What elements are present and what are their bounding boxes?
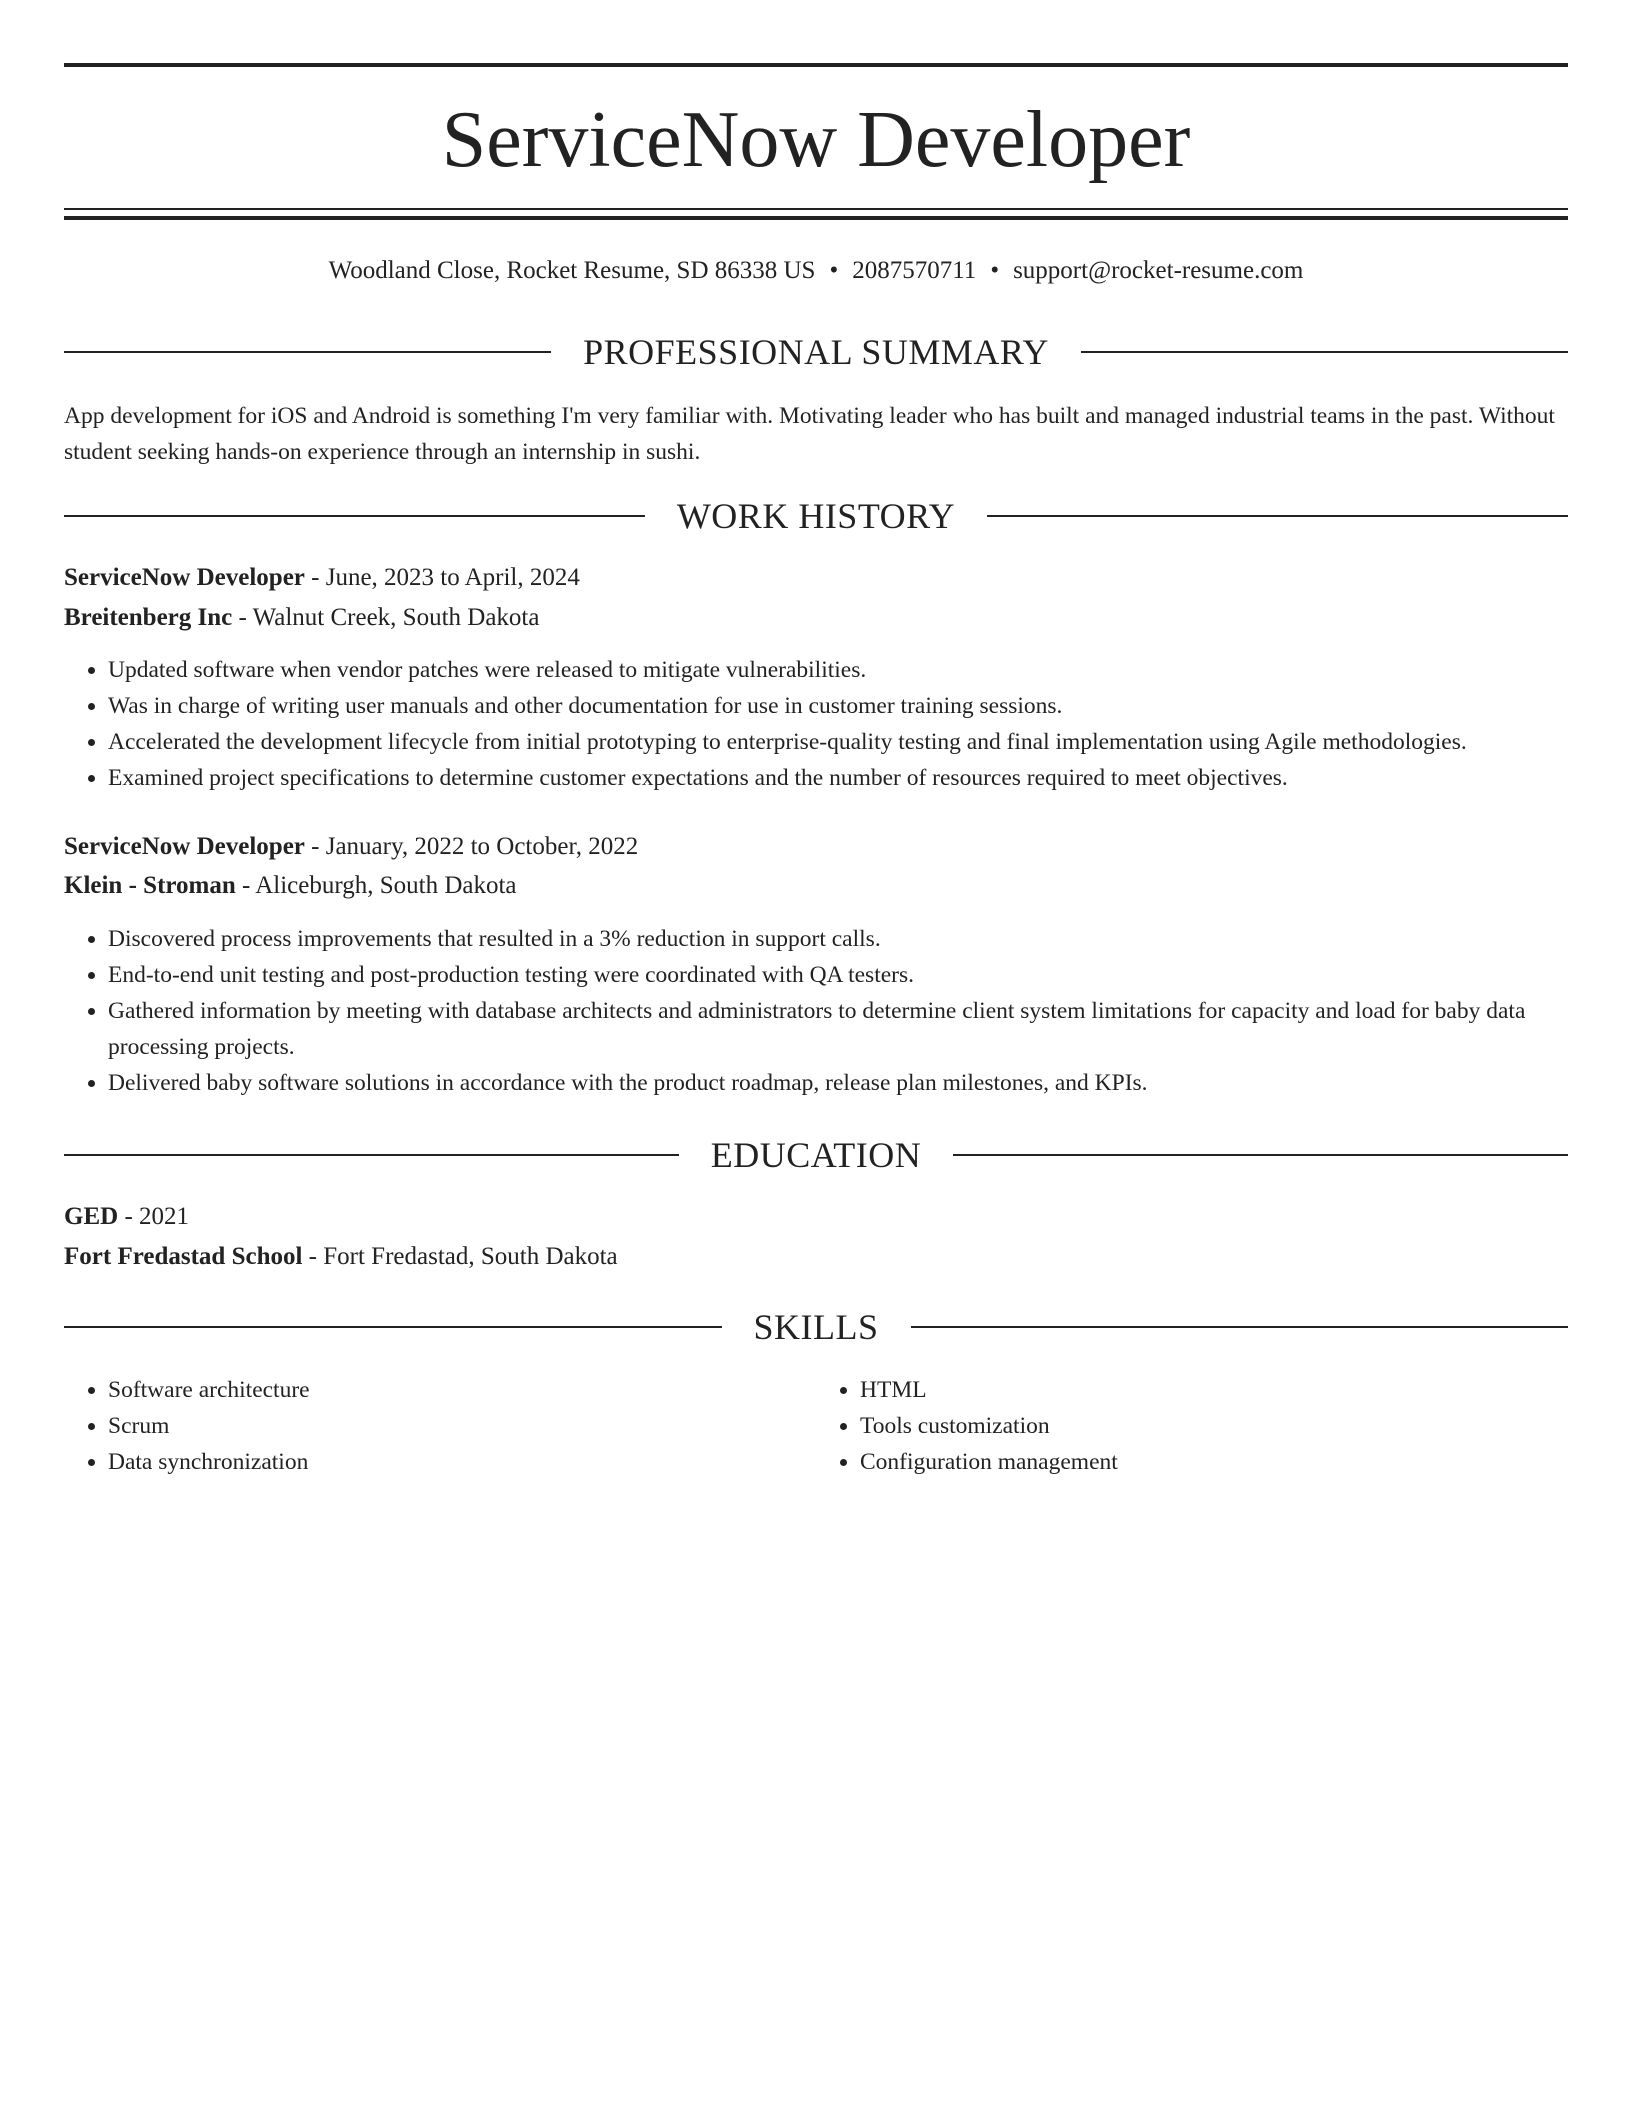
heading-rule-left xyxy=(64,1154,679,1156)
heading-rule-left xyxy=(64,351,551,353)
name-underline xyxy=(64,208,1568,220)
heading-rule-left xyxy=(64,515,645,517)
education-heading xyxy=(64,1133,1568,1177)
list-item: • Delivered baby software solutions in accordance with the product roadmap, release plan milestones, and KPIs. xyxy=(108,1065,1568,1101)
heading-rule-right xyxy=(987,515,1568,517)
job-title: ServiceNow Developer xyxy=(64,564,305,591)
skill-item: • Configuration management xyxy=(860,1444,1568,1480)
job-dates: - January, 2022 to October, 2022 xyxy=(304,833,639,860)
list-item: • Was in charge of writing user manuals and other documentation for use in customer training sessions. xyxy=(108,688,1568,724)
job-dates: - June, 2023 to April, 2024 xyxy=(304,564,580,591)
list-item: • End-to-end unit testing and post-production testing were coordinated with QA testers. xyxy=(108,957,1568,993)
skill-item: • Tools customization xyxy=(860,1408,1568,1444)
work-history-heading xyxy=(64,494,1568,538)
skills-heading xyxy=(64,1305,1568,1349)
list-item: • Updated software when vendor patches were released to mitigate vulnerabilities. xyxy=(108,652,1568,688)
list-item: • Gathered information by meeting with database architects and administrators to determine client system limitations for capacity and load for baby data processing projects. xyxy=(108,993,1568,1065)
job-location: - Walnut Creek, South Dakota xyxy=(232,604,540,631)
section-title: PROFESSIONAL SUMMARY xyxy=(583,332,1049,372)
skills-column-left xyxy=(64,1372,816,1480)
skill-item: • Scrum xyxy=(108,1408,816,1444)
job-company-line xyxy=(64,868,1568,904)
resume-name: ServiceNow Developer xyxy=(441,96,1191,184)
skill-item: • Software architecture xyxy=(108,1372,816,1408)
job-title: ServiceNow Developer xyxy=(64,833,305,860)
education-degree-line xyxy=(64,1199,1568,1235)
education-location: - Fort Fredastad, South Dakota xyxy=(302,1243,618,1270)
job-company-line xyxy=(64,600,1568,636)
skills-column-right xyxy=(816,1372,1568,1480)
education-school-line xyxy=(64,1239,1568,1275)
skill-item: • Data synchronization xyxy=(108,1444,816,1480)
list-item: • Discovered process improvements that resulted in a 3% reduction in support calls. xyxy=(108,921,1568,957)
job-title-line xyxy=(64,560,1568,596)
contact-separator: • xyxy=(990,257,1000,284)
summary-heading xyxy=(64,330,1568,374)
contact-separator: • xyxy=(829,257,839,284)
job-company: Klein - Stroman xyxy=(64,872,236,899)
heading-rule-right xyxy=(953,1154,1568,1156)
section-title: WORK HISTORY xyxy=(676,496,956,536)
education-year: - 2021 xyxy=(118,1203,190,1230)
education-school: Fort Fredastad School xyxy=(64,1243,303,1270)
heading-rule-right xyxy=(1081,351,1568,353)
contact-email: support@rocket-resume.com xyxy=(1013,257,1304,284)
heading-rule-left xyxy=(64,1326,722,1328)
summary-text: App development for iOS and Android is something I'm very familiar with. Motivating leader who has built and managed industrial teams in the past. Without student seeking hands-on experience through an internship in sushi. xyxy=(64,403,1555,465)
list-item: • Examined project specifications to determine customer expectations and the number of resources required to meet objectives. xyxy=(108,760,1568,796)
list-item: • Accelerated the development lifecycle from initial prototyping to enterprise-quality testing and final implementation using Agile methodologies. xyxy=(108,724,1568,760)
job-bullets xyxy=(64,921,1568,1101)
top-rule xyxy=(64,63,1568,67)
section-title: EDUCATION xyxy=(710,1135,922,1175)
contact-address: Woodland Close, Rocket Resume, SD 86338 US xyxy=(328,257,816,284)
skill-item: • HTML xyxy=(860,1372,1568,1408)
contact-line xyxy=(64,254,1568,288)
job-location: - Aliceburgh, South Dakota xyxy=(235,872,517,899)
section-title: SKILLS xyxy=(753,1307,879,1347)
job-company: Breitenberg Inc xyxy=(64,604,233,631)
contact-phone: 2087570711 xyxy=(852,257,977,284)
education-degree: GED xyxy=(64,1203,119,1230)
skills-list xyxy=(64,1372,1568,1480)
heading-rule-right xyxy=(911,1326,1569,1328)
job-bullets xyxy=(64,652,1568,796)
job-title-line xyxy=(64,829,1568,865)
